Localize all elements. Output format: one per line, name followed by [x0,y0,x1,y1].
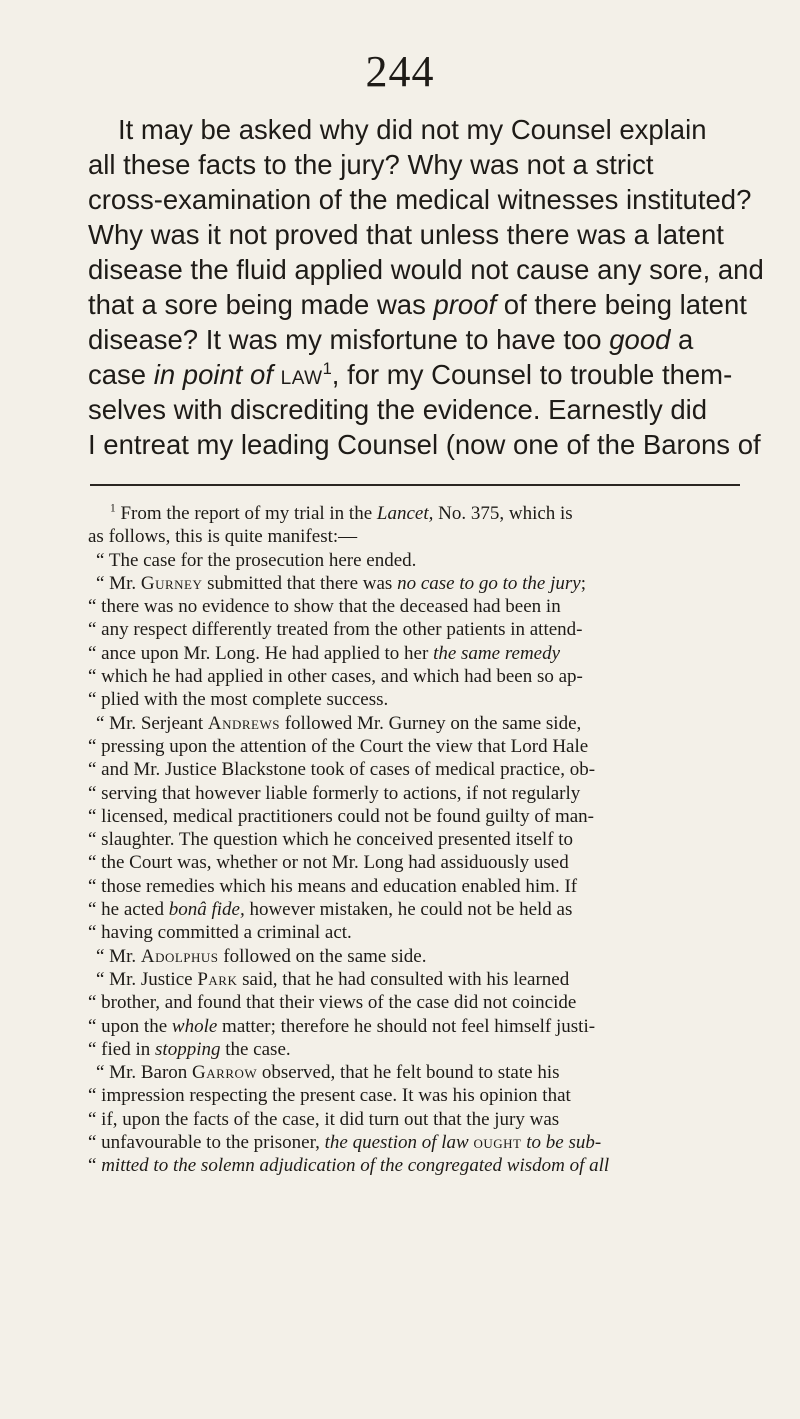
footnote-line [88,1131,740,1154]
text-line [88,112,740,147]
text-span: whole [171,1015,218,1037]
footnote-line [88,851,740,874]
text-span: Adolphus [140,945,219,967]
text-span: law [280,359,323,390]
text-span: “ if, upon the facts of the case, it did turn out that the jury was [88,1108,560,1130]
footnote-line [88,1015,740,1038]
footnote-marker: 1 [322,359,332,378]
footnote-line [88,1038,740,1061]
page-number: 244 [365,47,435,96]
text-span: “ Mr. [96,945,141,967]
text-span: “ the Court was, whether or not Mr. Long had assiduously used [88,852,569,874]
text-span: It may be asked why did not my Counsel explain [118,114,707,145]
text-span: “ plied with the most complete success. [88,689,389,711]
footnote-line [88,945,740,968]
text-span: “ licensed, medical practitioners could not be found guilty of man- [88,805,594,827]
footnote-line [88,642,740,665]
text-span: From the report of my trial in the [115,503,377,524]
footnote-line [88,875,740,898]
text-span: “ upon the [88,1015,172,1037]
text-span: “ Mr. Serjeant [96,712,208,734]
footnote-line [88,968,740,991]
footnote-line [88,735,740,758]
text-line [88,392,740,427]
footnote-line [88,688,740,711]
text-span: good [609,324,671,355]
text-span: said, that he had consulted with his learned [237,968,570,990]
text-span: “ Mr. Baron [96,1062,193,1084]
footnote-line [88,991,740,1014]
text-span: bonâ fide, [168,899,245,921]
text-span: selves with discrediting the evidence. Earnestly did [88,394,708,425]
text-span: to be sub- [526,1132,602,1154]
text-span: as follows, this is quite manifest:— [88,526,358,548]
text-span: Andrews [207,712,280,734]
text-span: however mistaken, he could not be held as [244,899,573,921]
text-span: “ having committed a criminal act. [88,922,352,944]
footnote-rule [90,484,740,486]
footnote-line [88,1154,740,1177]
text-span: “ fied in [88,1038,156,1060]
text-span: mitted to the solemn adjudication of the congregated wisdom of all [101,1155,610,1177]
text-span: “ Mr. [96,572,141,594]
text-span: case [88,359,154,390]
text-span: observed, that he felt bound to state his [257,1062,560,1084]
text-line [88,217,740,252]
text-line [88,182,752,217]
text-span: of there being latent [496,289,747,320]
text-span: “ pressing upon the attention of the Court the view that Lord Hale [88,735,589,757]
footnote-line [88,1061,740,1084]
text-span: “ he acted [88,899,169,921]
text-span: “ The case for the prosecution here ended. [96,549,417,571]
text-span: “ and Mr. Justice Blackstone took of cases of medical practice, ob- [88,759,596,781]
text-span: “ slaughter. The question which he conceived presented itself to [88,829,574,851]
main-text [88,112,764,462]
text-span: “ ance upon Mr. Long. He had applied to her [88,642,434,664]
text-span: Lancet, [376,503,434,524]
text-span: disease? It was my misfortune to have too [88,324,610,355]
text-line [88,252,764,287]
text-line [88,357,740,392]
footnote-line [88,572,740,595]
footnote-line [88,921,740,944]
text-span: “ [88,1155,102,1177]
footnote-line [88,1084,740,1107]
footnote-line [88,595,740,618]
footnote-line [88,1108,740,1131]
text-line [88,322,740,357]
text-line [88,427,761,462]
text-span: Gurney [140,572,203,594]
footnote-line [88,805,740,828]
text-span: , for my Counsel to trouble them- [331,359,733,390]
text-span: Why was it not proved that unless there was a latent [88,219,724,250]
footnote-line [88,618,740,641]
text-span: No. 375, which is [433,503,573,524]
footnote-line [88,665,740,688]
text-span: no case to go to the jury [397,572,581,594]
text-span: followed Mr. Gurney on the same side, [279,712,582,734]
text-span: “ which he had applied in other cases, and which had been so ap- [88,666,583,688]
text-span: I entreat my leading Counsel (now one of the Barons of [88,429,761,460]
text-span: that a sore being made was [88,289,434,320]
footnote-line [88,782,740,805]
text-span: Park [197,968,238,990]
text-span: “ serving that however liable formerly to actions, if not regularly [88,782,581,804]
footnote-line [88,898,740,921]
text-line [88,147,740,182]
text-span: “ brother, and found that their views of the case did not coincide [88,992,577,1014]
text-span: proof [433,289,497,320]
text-span: “ unfavourable to the prisoner, [88,1132,325,1154]
footnote-line [88,712,740,735]
footnote-line [88,549,740,572]
text-line [88,287,747,322]
text-span: “ those remedies which his means and education enabled him. If [88,875,578,897]
text-span: stopping [155,1038,221,1060]
text-span [273,359,281,390]
text-span: disease the fluid applied would not cause any sore, and [88,254,764,285]
text-span: followed on the same side. [218,945,427,967]
footnote-line [88,758,740,781]
text-span: ought [473,1132,522,1154]
text-span: in point of [153,359,273,390]
footnote-marker: 1 [110,502,116,515]
text-span: “ impression respecting the present case. It was his opinion that [88,1085,571,1107]
footnote-line [88,525,740,548]
text-span: a [670,324,694,355]
text-span: the same remedy [433,642,561,664]
text-span: ; [580,572,586,594]
text-span: cross-examination of the medical witnesses instituted? [88,184,752,215]
text-span: “ any respect differently treated from the other patients in attend- [88,619,583,641]
text-span: Garrow [192,1062,258,1084]
footnote [88,502,740,1178]
text-span: submitted that there was [202,572,398,594]
footnote-line [88,502,740,525]
text-span: all these facts to the jury? Why was not a strict [88,149,654,180]
text-span: “ Mr. Justice [96,968,198,990]
footnote-line [88,828,740,851]
text-span: the question of law [324,1132,469,1154]
text-span: the case. [220,1038,291,1060]
text-span: matter; therefore he should not feel himself justi- [217,1015,596,1037]
text-span: “ there was no evidence to show that the deceased had been in [88,596,561,618]
